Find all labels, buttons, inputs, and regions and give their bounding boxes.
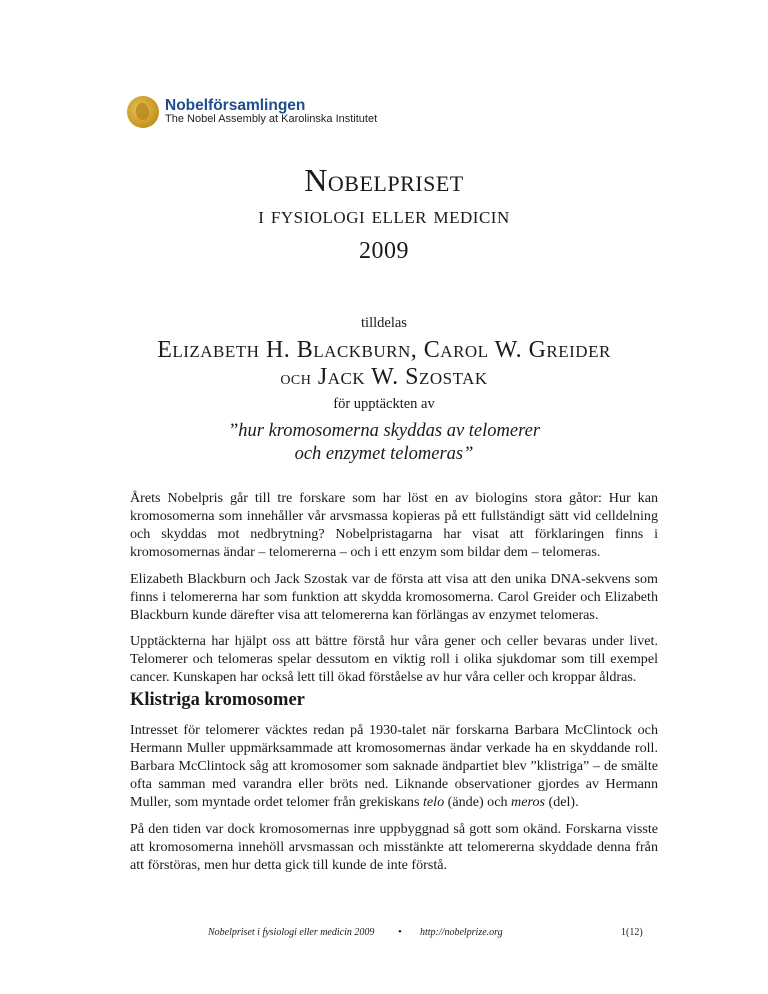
term-meros: meros: [511, 794, 545, 810]
paragraph-history-text: [130, 721, 658, 811]
nobel-medal-icon: [127, 96, 159, 128]
history-text-a: Intresset för telomerer väcktes redan på 1930-talet när forskarna Barbara McClintock och Hermann Muller uppmärksammade att kromosomernas ändar verkade ha en skyddande roll. Barbara McClintock såg att kromosomer som saknade ändpartiet blev ”klistriga” – de smälte ofta samman med varandra eller bröts ned. Liknande observationer gjordes av Hermann Muller, som myntade ordet telomer från grekiskans: [130, 722, 658, 810]
laureates-line1: Elizabeth H. Blackburn, Carol W. Greider: [157, 337, 611, 363]
paragraph-intro-text: Årets Nobelpris går till tre forskare som har löst en av biologins stora gåtor: Hur kan kromosomerna som innehåller vår arvsmassa kopieras på ett fullständigt sätt vid celldelning och skyddas mot nedbrytning? Nobelpristagarna har visat att förklaringen finns i kromosomernas ändar – telomererna – och i ett enzym som bildar dem – telomeras.: [130, 490, 658, 560]
history-text-c: (del).: [544, 794, 579, 810]
footer-title: Nobelpriset i fysiologi eller medicin 2009: [208, 927, 375, 938]
paragraph-discovery-text: Elizabeth Blackburn och Jack Szostak var de första att visa att den unika DNA-sekvens som finns i telomererna har som funktion att skydda kromosomerna. Carol Greider och Elizabeth Blackburn kunde därefter visa att telomererna kan förlängas av enzymet telomeras.: [130, 571, 658, 623]
page-number: 1(12): [621, 927, 643, 938]
laureates-line2: [0, 364, 768, 391]
page-title-year: 2009: [359, 238, 409, 264]
laureate-szostak: Jack W. Szostak: [317, 364, 488, 390]
paragraph-mystery-text: På den tiden var dock kromosomernas inre uppbyggnad så gott som okänd. Forskarna visste att kromosomerna innehöll arvsmassan och misstänkte att telomererna skyddade denna från att förstöras, men hur detta gick till kunde de inte förstå.: [130, 821, 658, 873]
paragraph-significance: [130, 632, 658, 686]
logo-subtitle: The Nobel Assembly at Karolinska Institutet: [165, 113, 378, 126]
logo-name: Nobelförsamlingen: [165, 97, 306, 115]
page-title-line2: i fysiologi eller medicin: [258, 203, 510, 229]
paragraph-significance-text: Upptäckterna har hjälpt oss att bättre förstå hur våra gener och celler bevaras under livet. Telomerer och telomeras spelar dessutom en viktig roll i olika sjukdomar som till exempel cancer. Kunskapen har också lett till ökad förståelse av hur våra celler och kroppar åldras.: [130, 633, 658, 685]
paragraph-history: [130, 721, 658, 811]
paragraph-discovery: [130, 570, 658, 624]
citation-line1: ”hur kromosomerna skyddas av telomerer: [227, 421, 541, 441]
footer-bullet: •: [398, 926, 402, 938]
for-discovery-label: för upptäckten av: [333, 396, 435, 412]
nobel-assembly-logo: [127, 96, 377, 128]
paragraph-intro: [130, 489, 658, 561]
footer-url[interactable]: http://nobelprize.org: [420, 927, 503, 938]
citation-line2: och enzymet telomeras”: [294, 444, 474, 464]
history-text-b: (ände) och: [444, 794, 512, 810]
laureates-and: och: [280, 367, 312, 389]
paragraph-mystery: [130, 820, 658, 874]
term-telo: telo: [422, 794, 445, 810]
awarded-label: tilldelas: [361, 315, 407, 331]
section-heading: Klistriga kromosomer: [130, 690, 305, 710]
page-title: Nobelpriset: [304, 162, 464, 198]
